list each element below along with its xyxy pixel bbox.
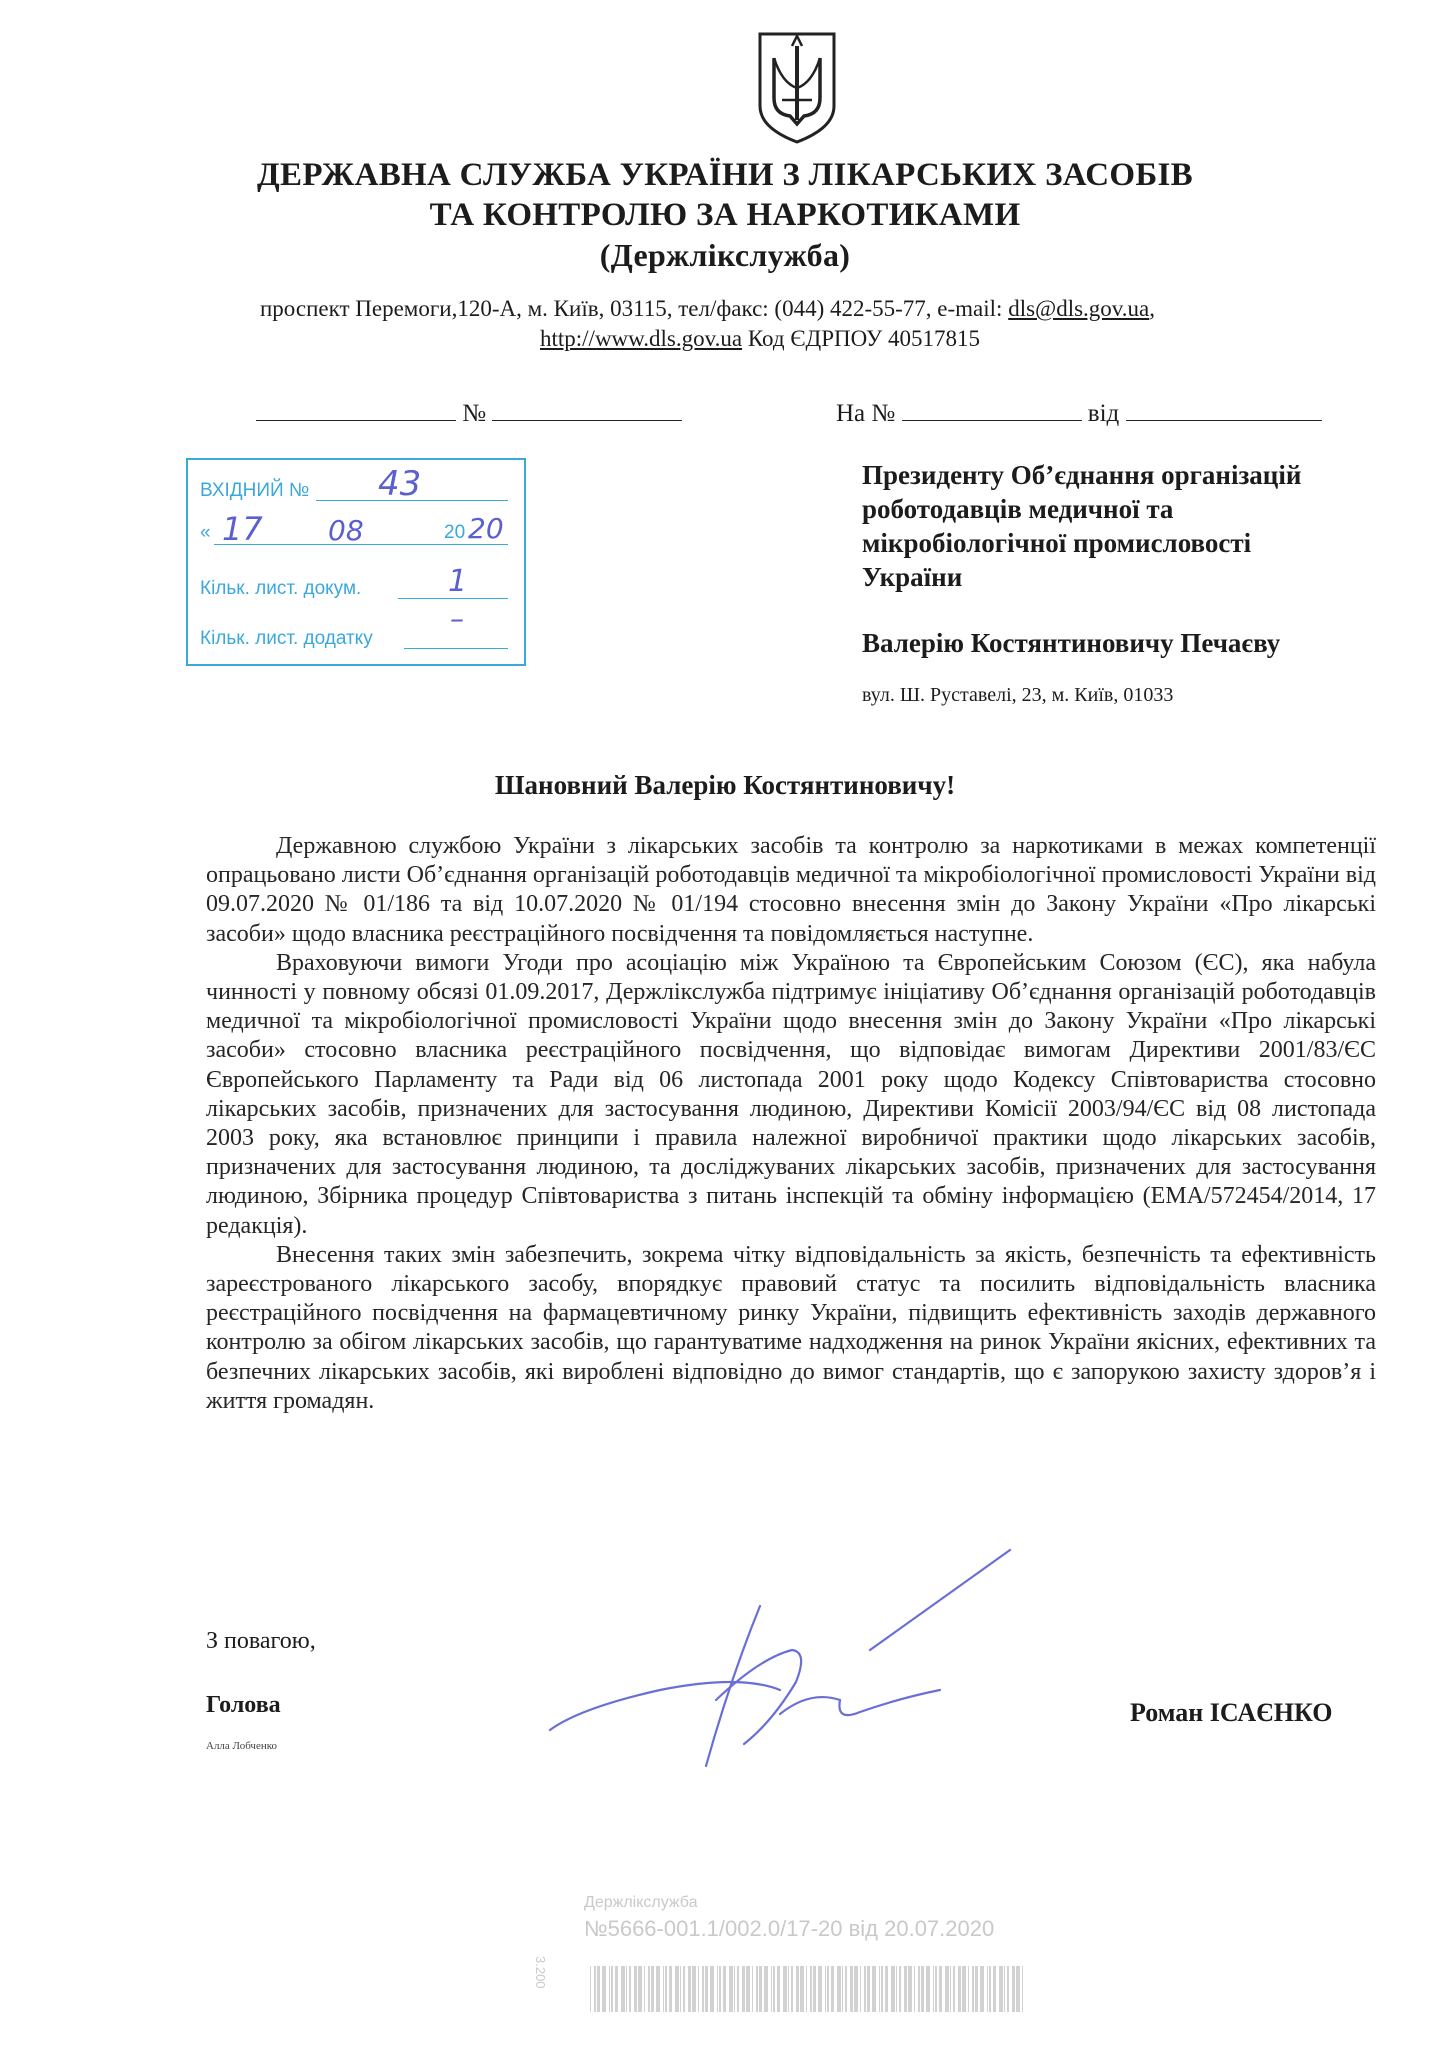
stamp-date-quote: «: [200, 522, 211, 543]
addressee-line4: України: [862, 562, 963, 592]
stamp-pages-doc-label: Кільк. лист. докум.: [200, 578, 362, 599]
barcode-icon: [590, 1966, 1030, 2012]
incoming-stamp: [186, 458, 526, 666]
executor-name: Алла Лобченко: [206, 1740, 278, 1752]
registration-number: №5666-001.1/002.0/17-20 від 20.07.2020: [584, 1916, 995, 1941]
closing-phrase: З повагою,: [206, 1628, 316, 1654]
number-sign: №: [462, 400, 487, 427]
reply-registration: [836, 398, 1322, 428]
email-link[interactable]: dls@dls.gov.ua: [1008, 296, 1150, 321]
agency-short-name: (Держлікслужба): [599, 237, 851, 273]
body-paragraph-1: Державною службою України з лікарських засобів та контролю за наркотиками в межах компетенції опрацьовано листи Об’єднання організацій роботодавців медичної та мікробіологічної промисловості України від 09.07.2020 № 01/186 та від 10.07.2020 № 01/194 стосовно внесення змін до Закону України «Про лікарські засоби» щодо власника реєстраційного посвідчення та повідомляється наступне.: [206, 833, 1376, 947]
trident-coat-of-arms-icon: [752, 28, 842, 148]
letter-body: [206, 832, 1376, 1416]
addressee-line2: роботодавців медичної та: [862, 494, 1174, 524]
contacts-comma: ,: [1149, 296, 1156, 321]
stamp-date-month: 08: [328, 514, 364, 547]
outgoing-registration: [256, 398, 682, 428]
stamp-pages-appendix-line: [404, 648, 508, 649]
website-link[interactable]: http://www.dls.gov.ua: [540, 326, 743, 351]
addressee-address: вул. Ш. Руставелі, 23, м. Київ, 01033: [862, 684, 1174, 706]
stamp-date-day: 17: [222, 510, 263, 548]
stamp-incoming-number: 43: [378, 464, 422, 504]
salutation: Шановний Валерію Костянтиновичу!: [494, 770, 956, 800]
reply-to-label: На №: [836, 400, 896, 427]
addressee-name: Валерію Костянтиновичу Печаєву: [862, 628, 1281, 658]
stamp-pages-appendix-value: –: [450, 602, 464, 635]
signatory-name: Роман ІСАЄНКО: [1130, 1698, 1333, 1727]
signatory-position: Голова: [206, 1692, 281, 1718]
stamp-pages-appendix-label: Кільк. лист. додатку: [200, 628, 373, 649]
outgoing-number-blank: [492, 398, 682, 421]
contacts-address: проспект Перемоги,120-А, м. Київ, 03115, тел/факс: (044) 422-55-77, e-mail:: [260, 296, 1009, 321]
stamp-incoming-label: ВХІДНИЙ №: [200, 480, 310, 501]
agency-name-line1: ДЕРЖАВНА СЛУЖБА УКРАЇНИ З ЛІКАРСЬКИХ ЗАСОБІВ: [257, 157, 1193, 193]
agency-name-line2: ТА КОНТРОЛЮ ЗА НАРКОТИКАМИ: [429, 197, 1021, 233]
reply-number-blank: [902, 398, 1082, 421]
registration-organization: Держлікслужба: [584, 1894, 698, 1911]
addressee-block: [862, 458, 1382, 594]
outgoing-date-blank: [256, 398, 456, 421]
from-label: від: [1087, 400, 1120, 427]
addressee-line1: Президенту Об’єднання організацій: [862, 460, 1302, 490]
stamp-date-year: 20: [468, 512, 504, 545]
agency-contacts: [260, 294, 1360, 324]
addressee-line3: мікробіологічної промисловості: [862, 528, 1252, 558]
body-paragraph-3: Внесення таких змін забезпечить, зокрема чітку відповідальність за якість, безпечність та ефективність зареєстрованого лікарського засобу, впорядкує правовий статус та посилить відповідальність власника реєстраційного посвідчення на фармацевтичному ринку України, підвищить ефективність заходів державного контролю за обігом лікарських засобів, що гарантуватиме надходження на ринок України якісних, ефективних та безпечних лікарських засобів, які вироблені відповідно до вимог стандартів, що є запорукою захисту здоров’я і життя громадян.: [206, 1241, 1376, 1414]
agency-web-code: [540, 324, 1240, 354]
registration-side-code: 3.200: [533, 1956, 548, 1989]
body-paragraph-2: Враховуючи вимоги Угоди про асоціацію між Україною та Європейським Союзом (ЄС), яка набула чинності у повному обсязі 01.09.2017, Держлікслужба підтримує ініціативу Об’єднання організацій роботодавців медичної та мікробіологічної промисловості України щодо внесення змін до Закону України «Про лікарські засоби» стосовно власника реєстраційного посвідчення, що відповідає вимогам Директиви 2001/83/ЄС Європейського Парламенту та Ради від 06 листопада 2001 року щодо Кодексу Співтовариства стосовно лікарських засобів, призначених для застосування людиною, Директиви Комісії 2003/94/ЄС від 08 листопада 2003 року, яка встановлює принципи і правила належної виробничої практики щодо лікарських засобів, призначених для застосування людиною, та досліджуваних лікарських засобів, призначених для застосування людиною, Збірника процедур Співтовариства з питань інспекцій та обміну інформацією (EMA/572454/2014, 17 редакція).: [206, 949, 1376, 1239]
reply-date-blank: [1126, 398, 1322, 421]
signature-icon: [540, 1540, 1020, 1790]
stamp-date-year-prefix: 20: [444, 522, 466, 543]
edrpou-code: Код ЄДРПОУ 40517815: [742, 326, 980, 351]
stamp-pages-doc-value: 1: [448, 564, 468, 599]
